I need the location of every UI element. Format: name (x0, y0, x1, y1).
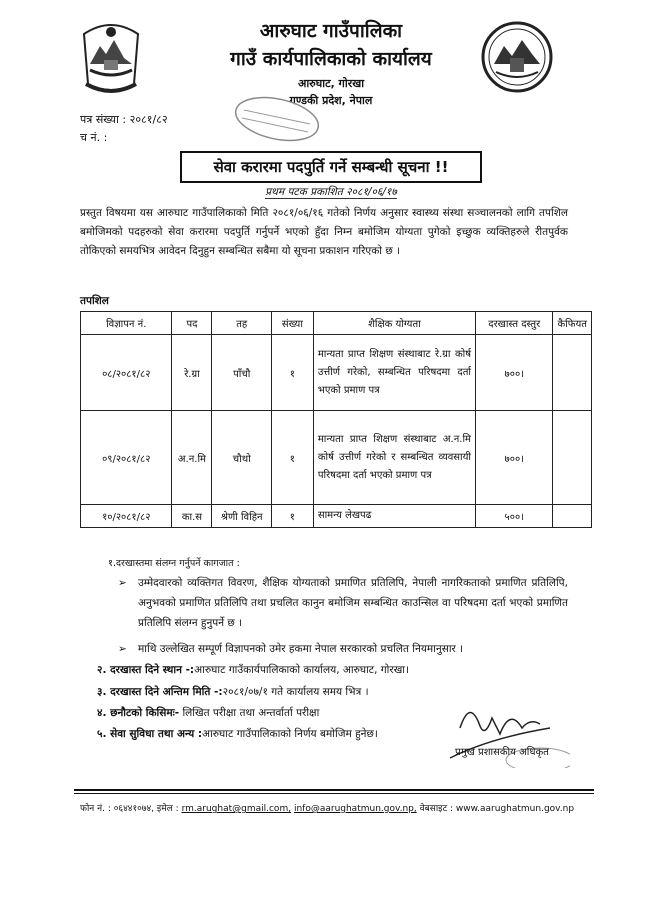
list-item (118, 573, 568, 633)
selection-method: ४. छनौटको किसिमः- लिखित परीक्षा तथा अन्तर्वार्ता परीक्षा (97, 707, 320, 719)
footer-website-link[interactable]: www.aarughatmun.gov.np (455, 804, 575, 814)
col-post: पद (172, 312, 212, 335)
footer-email-link[interactable]: info@aarughatmun.gov.np, (293, 804, 417, 814)
dispatch-number: च नं. : (80, 131, 108, 144)
municipality-name: आरुघाट गाउँपालिका (259, 20, 403, 42)
remarks (553, 505, 592, 528)
ad-number: ०८/२०८१/८२ (81, 335, 172, 411)
count: १ (272, 505, 314, 528)
intro-paragraph: प्रस्तुत विषयमा यस आरुघाट गाउँपालिकाको मिति २०८१/०६/१६ गतेको निर्णय अनुसार स्वास्थ्य संस्था सञ्चालनको लागि तपशिल बमोजिमको पदहरुको सेवा करारमा पदपुर्ति गर्नुपर्ने भएको हुँदा निम्न बमोजिम योग्यता पुगेको इच्छुक व्यक्तिहरुले रीतपुर्वक तोकिएको समयभित्र आवेदन दिनुहुन सम्बन्धित सबैमा यो सूचना प्रकाशन गरिएको छ । (80, 207, 568, 257)
table-row (81, 335, 592, 411)
vacancy-table (80, 311, 592, 528)
post: का.स (172, 505, 212, 528)
list-item (118, 639, 568, 659)
arrow-bullet-icon: ➢ (118, 577, 127, 589)
fee: ७००। (476, 335, 553, 411)
col-remarks: कैफियत (553, 312, 592, 335)
qualification: मान्यता प्राप्त शिक्षण संस्थाबाट अ.न.मि कोर्ष उत्तीर्ण गरेको र सम्बन्धित व्यवसायी परिषदमा दर्ता भएको प्रमाण पत्र (313, 411, 475, 505)
officer-title: प्रमुख प्रशासकीय अधिकृत (455, 747, 549, 758)
notice-title: सेवा करारमा पदपुर्ति गर्ने सम्बन्धी सूचना !! (180, 151, 482, 183)
post: रे.ग्रा (172, 335, 212, 411)
application-place: २. दरखास्त दिने स्थान -:आरुघाट गाउँकार्यपालिकाको कार्यालय, आरुघाट, गोरखा। (97, 664, 409, 676)
footer-phone: फोन नं. : ०६४४१०७४, इमेल : (80, 804, 179, 814)
count: १ (272, 335, 314, 411)
remarks (553, 411, 592, 505)
footer-divider (74, 789, 594, 791)
table-header-row (81, 312, 592, 335)
office-name: गाउँ कार्यपालिकाको कार्यालय (230, 48, 432, 70)
footer-website-label: वेबसाइट : (419, 804, 454, 814)
post: अ.न.मि (172, 411, 212, 505)
published-date: प्रथम पटक प्रकाशित २०८१/०६/१७ (265, 186, 397, 198)
documents-heading: १.दरखास्तमा संलग्न गर्नुपर्ने कागजात : (108, 558, 240, 569)
arrow-bullet-icon: ➢ (118, 643, 127, 655)
ad-number: ०९/२०८१/८२ (81, 411, 172, 505)
qualification: सामन्य लेखपढ (313, 505, 475, 528)
application-deadline: ३. दरखास्त दिने अन्तिम मिति -:२०८१/०७/१ गते कार्यालय समय भित्र । (97, 686, 369, 698)
facilities: ५. सेवा सुविधा तथा अन्य :आरुघाट गाउँपालिकाको निर्णय बमोजिम हुनेछ। (97, 728, 378, 740)
fee: ५००। (476, 505, 553, 528)
level: पाँचौ (212, 335, 272, 411)
count: १ (272, 411, 314, 505)
col-fee: दरखास्त दस्तुर (476, 312, 553, 335)
qualification: मान्यता प्राप्त शिक्षण संस्थाबाट रे.ग्रा कोर्ष उत्तीर्ण गरेको, सम्बन्धित परिषदमा दर्ता भएको प्रमाण पत्र (313, 335, 475, 411)
fee: ७००। (476, 411, 553, 505)
letter-number: पत्र संख्या : २०८१/८२ (80, 113, 168, 126)
col-level: तह (212, 312, 272, 335)
remarks (553, 335, 592, 411)
col-ad-number: विज्ञापन नं. (81, 312, 172, 335)
list-item-text: माथि उल्लेखित सम्पूर्ण विज्ञापनको उमेर हकमा नेपाल सरकारको प्रचलित नियमानुसार । (138, 643, 464, 655)
list-item-text: उम्मेदवारको व्यक्तिगत विवरण, शैक्षिक योग्यताको प्रमाणित प्रतिलिपि, नेपाली नागरिकताको प्रमाणित प्रतिलिपि, अनुभवको प्रमाणित प्रतिलिपि तथा प्रचलित कानुन बमोजिम सम्बन्धित काउन्सिल वा परिषदमा दर्ता भएको प्रमाणित प्रतिलिपि संलग्न हुनुपर्ने छ । (138, 577, 568, 629)
table-row (81, 505, 592, 528)
footer-email-link[interactable]: rm.arughat@gmail.com, (181, 804, 292, 814)
footer-contact (80, 801, 590, 814)
office-location: आरुघाट, गोरखा (297, 77, 365, 90)
footer-divider-thin (74, 793, 594, 794)
col-qualification: शैक्षिक योग्यता (313, 312, 475, 335)
office-province: गण्डकी प्रदेश, नेपाल (289, 94, 373, 107)
details-heading: तपशिल (80, 295, 109, 307)
level: चौथो (212, 411, 272, 505)
table-row (81, 411, 592, 505)
level: श्रेणी विहिन (212, 505, 272, 528)
office-stamp (232, 96, 322, 142)
ad-number: १०/२०८१/८२ (81, 505, 172, 528)
col-count: संख्या (272, 312, 314, 335)
